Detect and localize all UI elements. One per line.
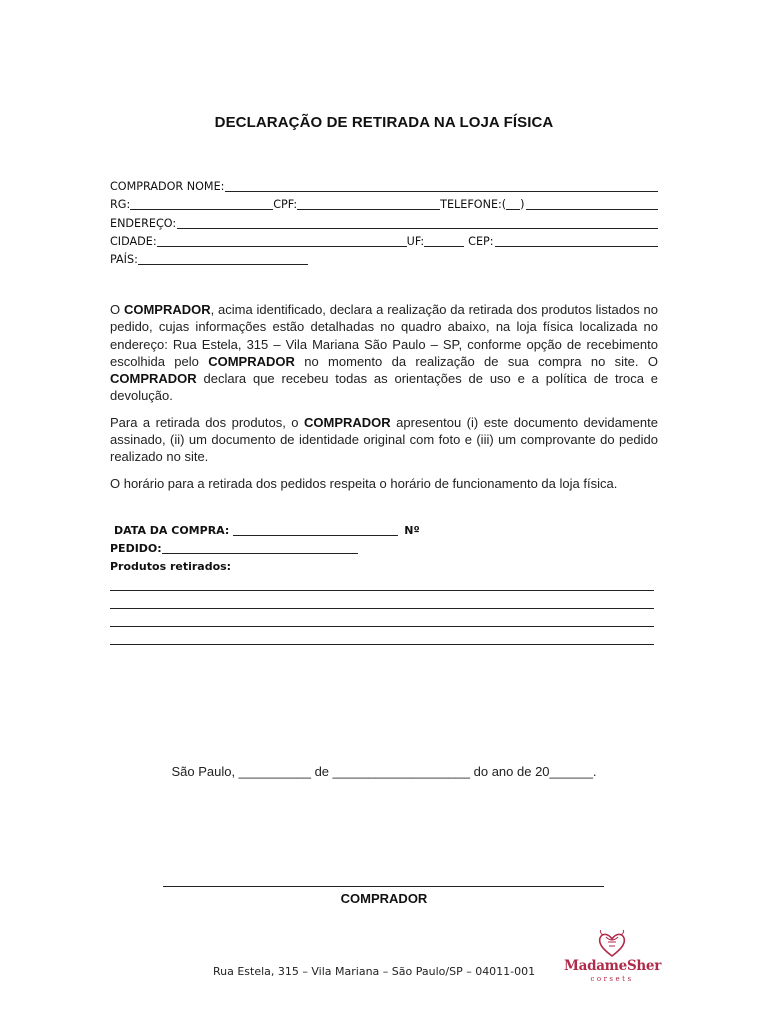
label-numero: Nº: [404, 524, 420, 537]
label-telefone: TELEFONE:(: [440, 198, 507, 212]
text-bold: COMPRADOR: [304, 414, 391, 430]
field-pais[interactable]: [138, 251, 308, 265]
field-cidade[interactable]: [157, 233, 407, 247]
brand-name: MadameSher: [564, 958, 662, 974]
order-row-produtos: [110, 558, 658, 576]
text: O: [110, 302, 124, 317]
text-bold: COMPRADOR: [208, 353, 295, 369]
form-row-country: [110, 251, 658, 269]
signature-line[interactable]: [163, 886, 604, 887]
products-line[interactable]: [110, 590, 654, 591]
document-title: DECLARAÇÃO DE RETIRADA NA LOJA FÍSICA: [214, 114, 554, 131]
label-cpf: CPF:: [273, 198, 298, 212]
field-pedido[interactable]: [162, 540, 358, 554]
text: Para a retirada dos produtos, o: [110, 414, 305, 430]
paragraph-hours: O horário para a retirada dos pedidos respeita o horário de funcionamento da loja física.: [110, 475, 618, 491]
text: , acima identificado, declara a realização da retirada dos produtos listados no pedido, cujas informações estão detalhadas no quadro abaixo, na loja física localizada no endereço: Rua Estela, 315 – Vila Mariana São Paulo – SP, conforme opção de recebimento escolhida pelo: [110, 302, 658, 369]
order-row-date: [110, 522, 658, 540]
products-line[interactable]: [110, 626, 654, 627]
field-cep[interactable]: [495, 233, 658, 247]
text: declara que recebeu todas as orientações de uso e a política de troca e devolução.: [110, 371, 658, 404]
buyer-form: [110, 178, 658, 269]
text: apresentou (i) este documento devidamente assinado, (ii) um documento de identidade original com foto e (iii) um comprovante do pedido realizado no site.: [110, 414, 658, 465]
form-row-address: [110, 215, 658, 233]
field-rg[interactable]: [130, 196, 273, 210]
field-data-compra[interactable]: [233, 522, 398, 536]
brand-logo: [564, 930, 660, 990]
form-row-city: [110, 233, 658, 251]
field-telefone[interactable]: [526, 196, 658, 210]
label-uf: UF:: [406, 234, 425, 248]
footer-address: Rua Estela, 315 – Vila Mariana – São Paulo/SP – 04011-001: [213, 965, 536, 978]
brand-subtitle: corsets: [590, 975, 634, 983]
products-line[interactable]: [110, 644, 654, 645]
form-row-docs: [110, 196, 658, 214]
label-data-compra: DATA DA COMPRA:: [114, 524, 230, 537]
products-line[interactable]: [110, 608, 654, 609]
field-comprador-nome[interactable]: [225, 178, 658, 192]
text-bold: COMPRADOR: [110, 371, 197, 387]
form-row-name: [110, 178, 658, 196]
text: no momento da realização de sua compra no site. O: [294, 353, 658, 369]
field-endereco[interactable]: [177, 215, 658, 229]
field-uf[interactable]: [424, 233, 464, 247]
declaration-text: [110, 301, 658, 501]
field-ddd[interactable]: [506, 196, 520, 210]
text-bold: COMPRADOR: [123, 302, 211, 317]
label-produtos: Produtos retirados:: [110, 560, 232, 573]
corset-heart-icon: [564, 930, 660, 960]
label-pedido: PEDIDO:: [110, 542, 162, 555]
label-telefone-close: ): [520, 198, 525, 212]
signature-label: COMPRADOR: [340, 891, 428, 906]
label-cep: CEP:: [468, 234, 494, 248]
order-section: [110, 522, 658, 645]
label-cidade: CIDADE:: [110, 234, 157, 248]
label-comprador-nome: COMPRADOR NOME:: [110, 180, 225, 193]
paragraph-declaration: [110, 301, 658, 405]
label-pais: PAÍS:: [110, 253, 138, 267]
city-date-line: São Paulo, __________ de ___________________ do ano de 20______.: [171, 764, 597, 779]
label-rg: RG:: [110, 198, 131, 212]
paragraph-requirements: [110, 414, 658, 466]
order-row-pedido: [110, 540, 658, 558]
label-endereco: ENDEREÇO:: [110, 216, 177, 230]
field-cpf[interactable]: [297, 196, 440, 210]
